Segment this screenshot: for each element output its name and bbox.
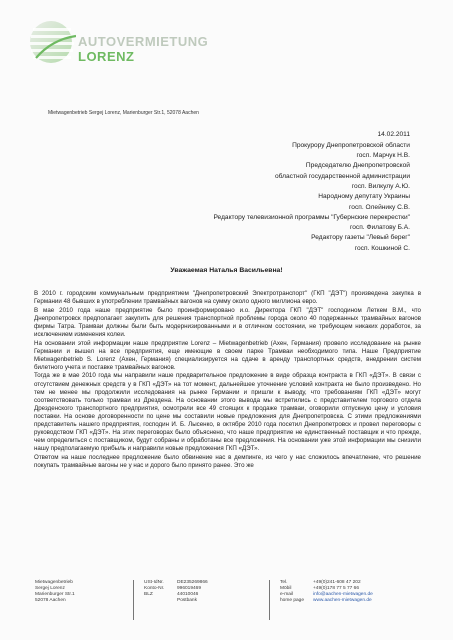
recipient-block [140, 130, 410, 254]
letter-footer [35, 580, 420, 620]
recipient-line: госп. Олейнику С.В. [349, 203, 410, 211]
footer-value: Postbank [177, 598, 198, 603]
body-paragraph: В 2010 г. городским коммунальным предприятием "Днепропетровский Электротранспорт" (ГКП "ДЭТ") произведена закупка в Германии 48 бывших в употреблении трамвайных вагонов на сумму около одного миллиона евро. [34, 290, 421, 306]
logo-line-1: AUTOVERMIETUNG [78, 34, 209, 49]
footer-label: Konto-Nr. [144, 586, 165, 591]
letter-body [34, 290, 421, 471]
body-paragraph: Тогда же в мае 2010 года мы направили наше предварительное предложение в виде образца контракта в ГКП «ДЭТ». В связи с отсутствием денежных средств у в ГКП «ДЭТ» на тот момент, дальнейшее уточнение условий контракта не было произведено. Но тем не менее мы продолжили исследования на рынке Германии и пришли к выводу, что требованиям ГКП «ДЭТ» могут соответствовать только трамваи из Дрездена. На основании этого вывода мы встретились с представителем торгового отдела Дрезденского транспортного предприятия, осмотрели все 49 стоящих к продаже трамваи, оговорили отпускную цену и условия поставки. На основе договоренности по цене мы составили новые предложения для Днепропетровска. С этими предложениями представитель нашего предприятия, господин И. Б. Лысенко, в октябре 2010 года посетил Днепропетровск и провел переговоры с руководством ГКП «ДЭТ». На этих переговорах было объяснено, что наше предприятие не единственный поставщик и что прежде, чем определиться с поставщиком, будут собраны и обработаны все предложения. На основании уже этой информации мы снизили нашу предполагаемую прибыль и направили новые предложения ГКП «ДЭТ». [34, 372, 421, 453]
body-paragraph: На основании этой информации наше предприятие Lorenz – Mietwagenbetrieb (Ахен, Германия) провело исследование на рынке Германии и вышел на все предприятия, еще имеющие в своем парке Трамваи необходимого типа. Наше Предприятие Mietwagenbetrieb S. Lorenz (Ахен, Германия) специализируется на сдаче в аренду транспортных средств, внедрении систем билетного учета и поставке трамвайных вагонов. [34, 339, 421, 371]
recipient-line: Прокурору Днепропетровской области [292, 141, 410, 149]
homepage-link[interactable]: www.aachen-mietwagen.de [313, 598, 372, 603]
footer-value: 44010046 [177, 592, 199, 597]
footer-label: Tel. [280, 580, 288, 585]
footer-address-line: Marienburger Str.1 [35, 591, 75, 597]
sender-address-line: Mietwagenbetrieb Sergej Lorenz, Marienburger Str.1, 52078 Aachen [48, 110, 199, 116]
footer-address-line: Mietwagenbetrieb [35, 580, 73, 585]
recipient-line: госп. Вилкулу А.Ю. [351, 182, 410, 190]
logo-line-2: LORENZ [78, 49, 135, 64]
recipient-line: Председателю Днепропетровской [305, 162, 410, 170]
footer-label: USt-IdNr. [144, 580, 164, 585]
footer-label: Möbil [280, 586, 292, 591]
phone-number: +49(0)241-608 47 202 [313, 580, 361, 585]
footer-label: BLZ [144, 592, 153, 597]
footer-address-line: 52078 Aachen [35, 597, 66, 603]
footer-label: home page [280, 598, 305, 603]
footer-contact [269, 580, 420, 620]
recipient-line: госп. Марчук Н.В. [356, 152, 410, 160]
mobile-number: +49(0)178 77 5 77 66 [313, 586, 360, 591]
footer-bank-row [144, 598, 259, 604]
body-paragraph: Ответом на наше последнее предложение было обвинение нас в демпинге, из чего у нас сложилось впечатление, что решение покупать трамвайные вагоны не у нас и дорого было принято ранее. Это же [34, 453, 421, 469]
letter-date: 14.02.2011 [377, 131, 410, 138]
footer-address-line: Sergej Lorenz [35, 585, 65, 591]
email-link[interactable]: info@aachen-mietwagen.de [313, 592, 373, 597]
footer-address [35, 580, 123, 620]
body-paragraph: В мае 2010 года наше предприятие было проинформировано и.о. Директора ГКП "ДЭТ" господином Леткем В.М., что Днепропетровск предполагает закупить для решения транспортной проблемы города около 40 подержанных трамвайных вагонов фирмы Татра. Трамваи должны были быть модернизированными и в отличном состоянии, не требующем никаких доработок, за исключением изменения колеи. [34, 306, 421, 338]
recipient-line: Народному депутату Украины [318, 193, 410, 201]
recipient-line: госп. Кошкиной С. [354, 244, 410, 252]
footer-value: DE235269866 [177, 580, 208, 585]
recipient-line: госп. Филатову Б.А. [349, 224, 410, 232]
company-logo [28, 18, 218, 76]
footer-contact-row [280, 598, 420, 604]
salutation: Уважаемая Наталья Васильевна! [170, 267, 283, 274]
logo-mark-icon [28, 18, 76, 66]
footer-bank [133, 580, 259, 620]
recipient-line: Редактору телевизионной программы "Губернские перекрестки" [213, 213, 410, 221]
footer-value: 996019469 [177, 586, 202, 591]
recipient-line: областной государственной администрации [274, 172, 410, 180]
footer-label: e-mail [280, 592, 294, 597]
recipient-line: Редактору газеты "Левый берег" [311, 234, 410, 242]
